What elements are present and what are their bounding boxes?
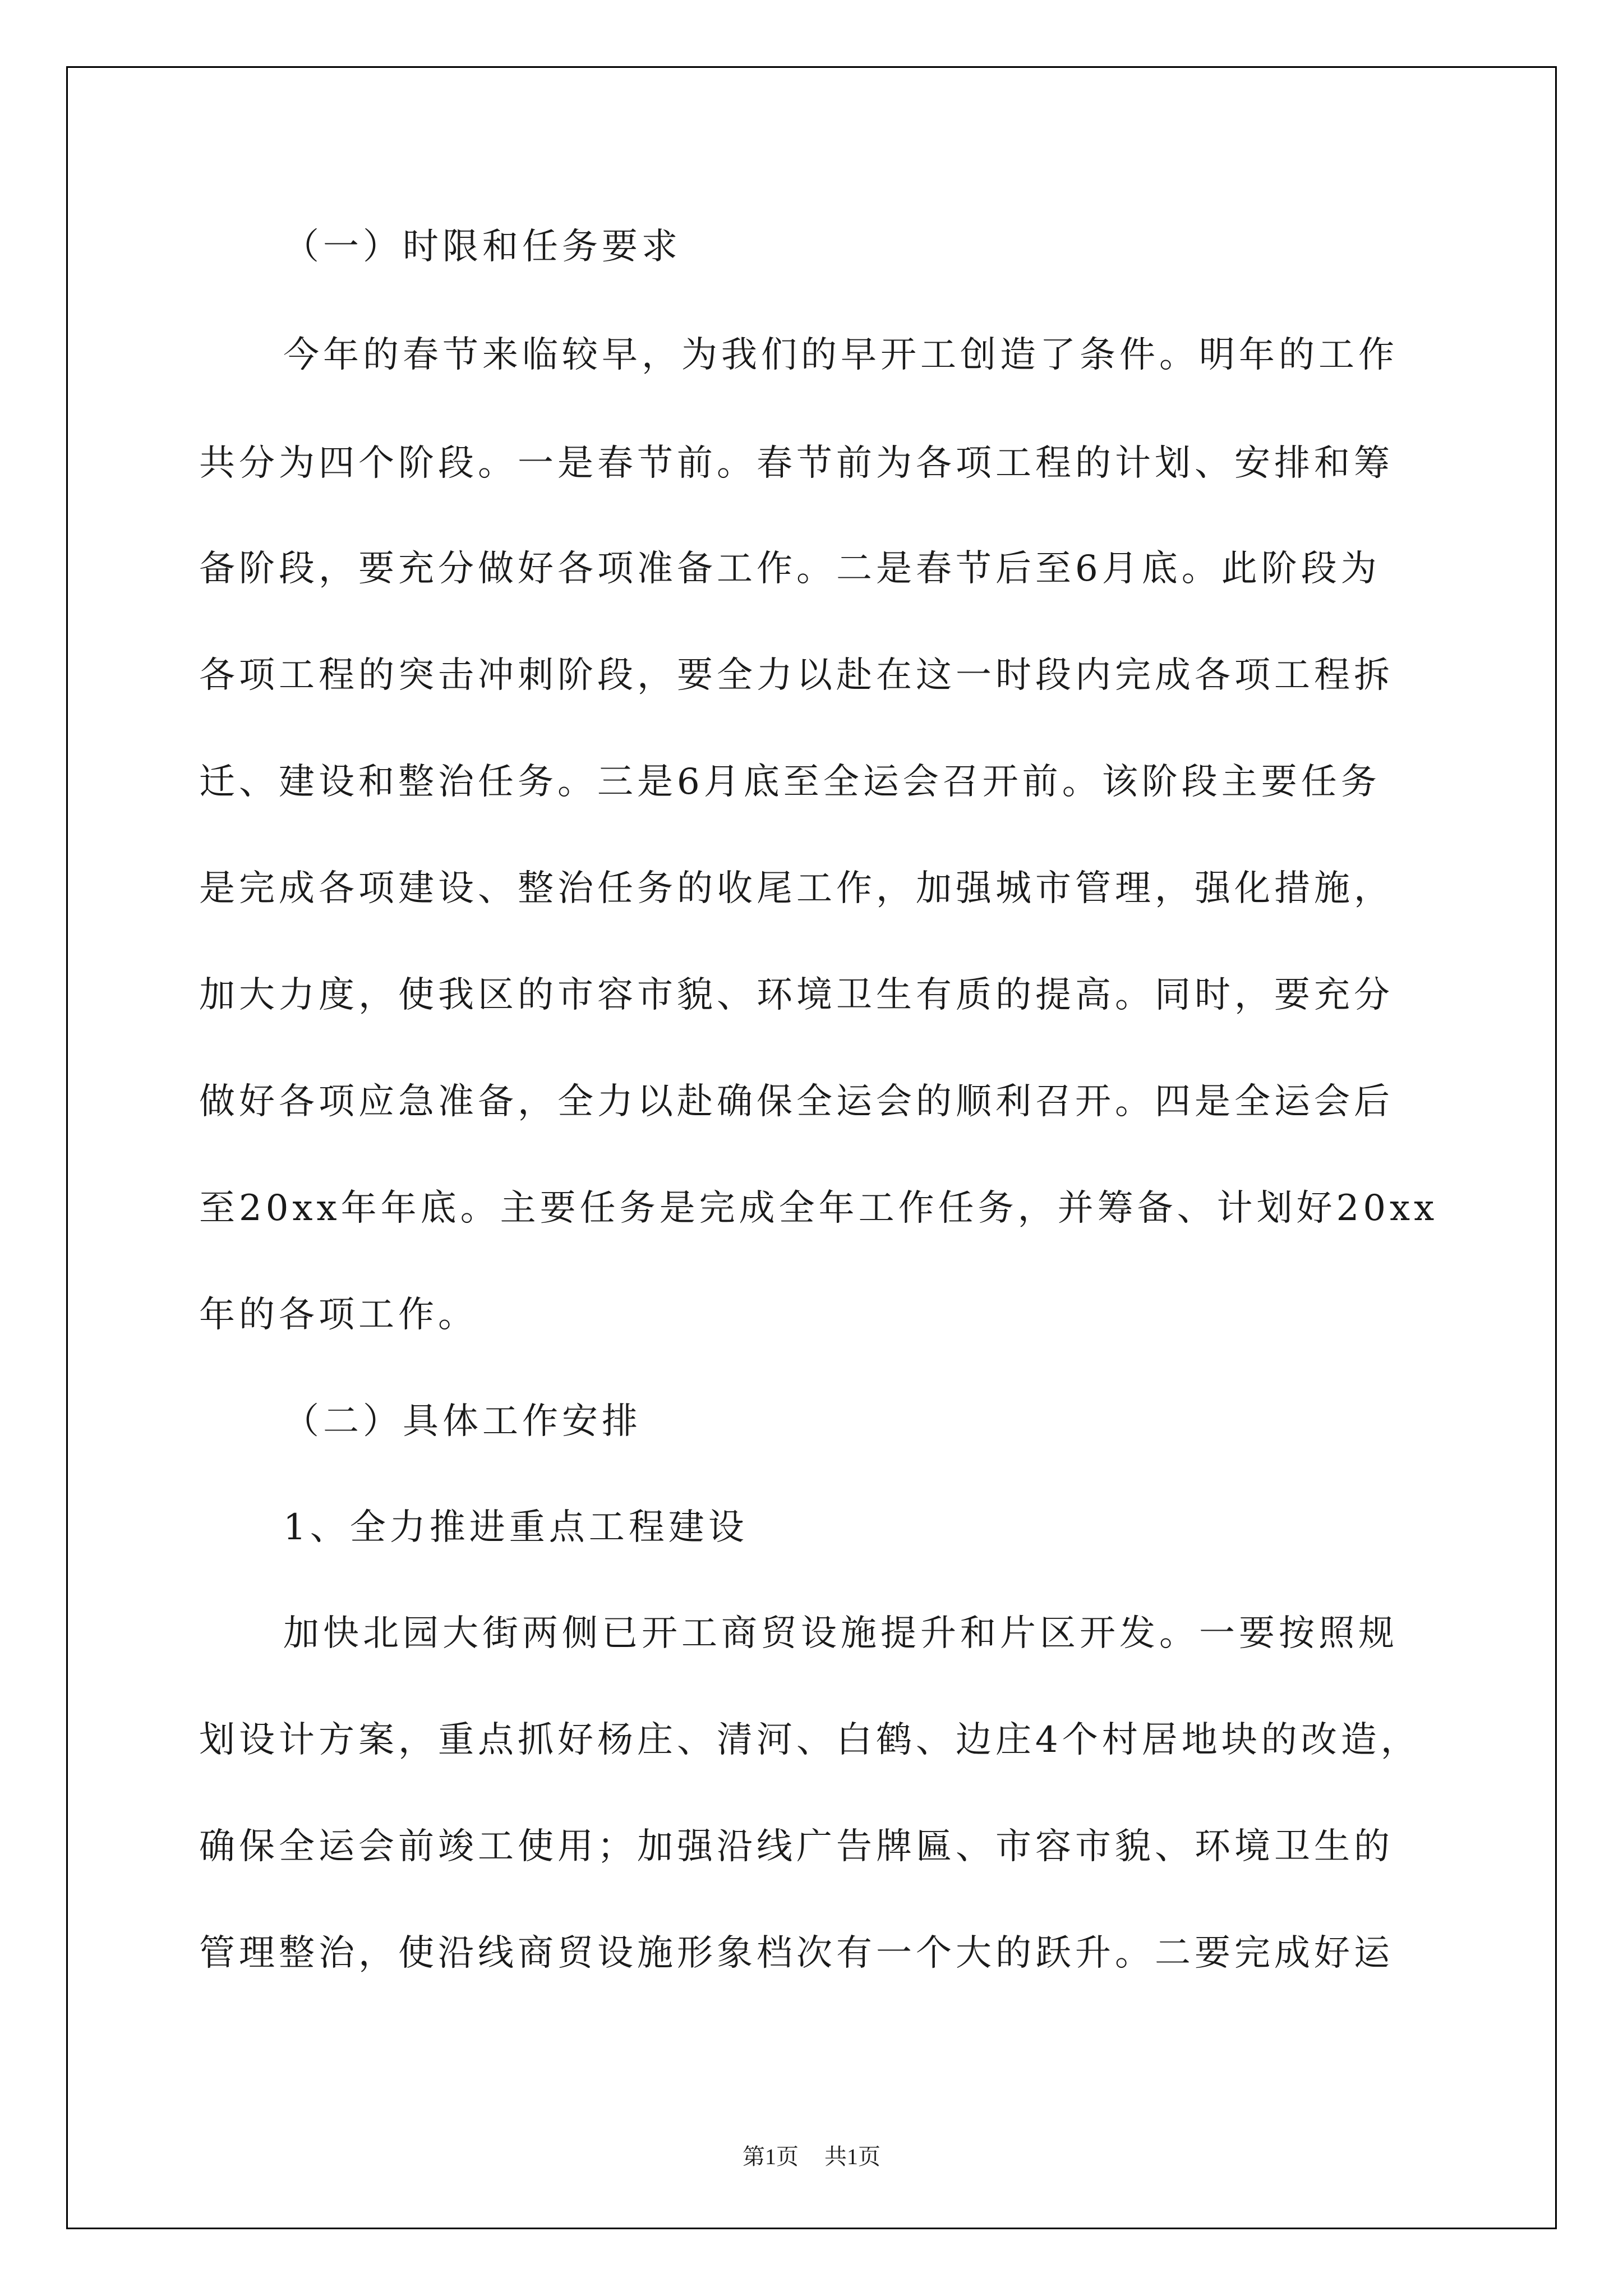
page-number: 第1页 xyxy=(743,2144,799,2169)
page-total: 共1页 xyxy=(824,2144,880,2169)
paragraph-line: 今年的春节来临较早，为我们的早开工创造了条件。明年的工作 xyxy=(283,334,1398,376)
paragraph-line: 共分为四个阶段。一是春节前。春节前为各项工程的计划、安排和筹 xyxy=(199,443,1394,484)
subsection-heading: 1、全力推进重点工程建设 xyxy=(283,1507,748,1548)
paragraph-line: 确保全运会前竣工使用；加强沿线广告牌匾、市容市貌、环境卫生的 xyxy=(199,1826,1394,1867)
paragraph-line: 年的各项工作。 xyxy=(199,1294,478,1336)
paragraph-line: 至20xx年年底。主要任务是完成全年工作任务，并筹备、计划好20xx xyxy=(199,1188,1438,1229)
paragraph-line: 是完成各项建设、整治任务的收尾工作，加强城市管理，强化措施， xyxy=(199,868,1394,909)
paragraph-line: 迁、建设和整治任务。三是6月底至全运会召开前。该阶段主要任务 xyxy=(199,761,1381,803)
section-heading-1: （一）时限和任务要求 xyxy=(283,226,681,268)
paragraph-line: 备阶段，要充分做好各项准备工作。二是春节后至6月底。此阶段为 xyxy=(199,548,1381,590)
page-footer xyxy=(0,2143,1623,2171)
paragraph-line: 管理整治，使沿线商贸设施形象档次有一个大的跃升。二要完成好运 xyxy=(199,1932,1394,1974)
page-border xyxy=(66,66,1557,2229)
paragraph-line: 划设计方案，重点抓好杨庄、清河、白鹤、边庄4个村居地块的改造， xyxy=(199,1719,1421,1761)
paragraph-line: 加大力度，使我区的市容市貌、环境卫生有质的提高。同时，要充分 xyxy=(199,974,1394,1016)
section-heading-2: （二）具体工作安排 xyxy=(283,1401,642,1442)
paragraph-line: 做好各项应急准备，全力以赴确保全运会的顺利召开。四是全运会后 xyxy=(199,1081,1394,1122)
paragraph-line: 加快北园大街两侧已开工商贸设施提升和片区开发。一要按照规 xyxy=(283,1613,1398,1654)
paragraph-line: 各项工程的突击冲刺阶段，要全力以赴在这一时段内完成各项工程拆 xyxy=(199,655,1394,696)
